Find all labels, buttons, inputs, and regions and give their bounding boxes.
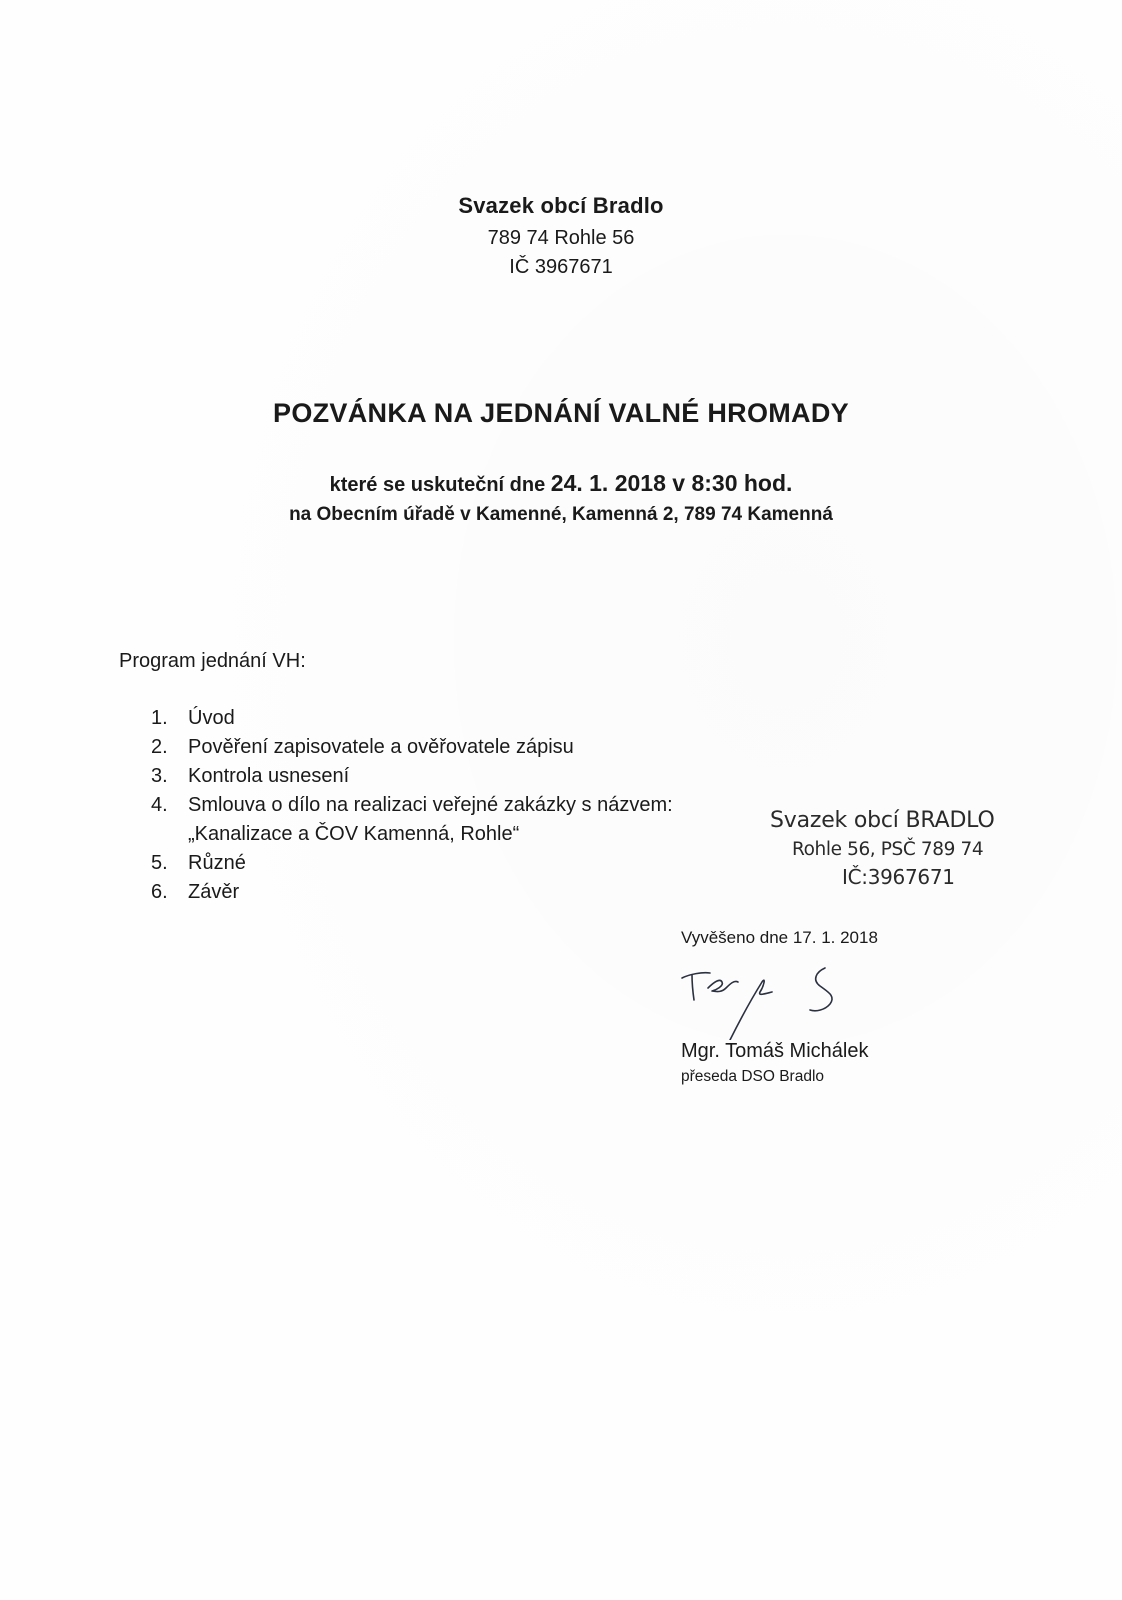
organization-stamp bbox=[770, 808, 1010, 889]
meeting-date-time: 24. 1. 2018 v 8:30 hod. bbox=[550, 470, 793, 496]
agenda-item-text: Různé bbox=[188, 852, 246, 874]
agenda-item-contract-name: „Kanalizace a ČOV Kamenná, Rohle“ bbox=[188, 823, 520, 845]
posted-date: Vyvěšeno dne 17. 1. 2018 bbox=[681, 928, 878, 947]
signer-name: Mgr. Tomáš Michálek bbox=[681, 1040, 869, 1062]
agenda-item bbox=[151, 704, 673, 733]
handwritten-signature bbox=[680, 960, 890, 1040]
organization-address: 789 74 Rohle 56 bbox=[487, 227, 635, 249]
agenda-item-number: 6. bbox=[151, 881, 168, 903]
agenda-item-text: Smlouva o dílo na realizaci veřejné zakázky s názvem: bbox=[188, 794, 673, 816]
organization-id: IČ 3967671 bbox=[509, 256, 613, 278]
agenda-item-text: Závěr bbox=[188, 881, 240, 903]
document-title: POZVÁNKA NA JEDNÁNÍ VALNÉ HROMADY bbox=[273, 398, 849, 428]
organization-name: Svazek obcí Bradlo bbox=[458, 193, 664, 218]
agenda-item-number: 5. bbox=[151, 852, 168, 874]
agenda-item-text: Pověření zapisovatele a ověřovatele zápisu bbox=[188, 736, 574, 758]
stamp-id: IČ:3967671 bbox=[842, 865, 955, 889]
agenda-item-number: 4. bbox=[151, 794, 168, 816]
meeting-intro: které se uskuteční dne bbox=[329, 474, 551, 496]
agenda-item bbox=[151, 733, 673, 762]
agenda-item-text: Kontrola usnesení bbox=[188, 765, 350, 787]
signer-role: přeseda DSO Bradlo bbox=[681, 1068, 825, 1085]
stamp-address: Rohle 56, PSČ 789 74 bbox=[792, 839, 984, 860]
agenda-item-number: 3. bbox=[151, 765, 168, 787]
agenda-item-number: 1. bbox=[151, 707, 168, 729]
agenda-item bbox=[151, 849, 673, 878]
agenda-item-text: Úvod bbox=[188, 707, 235, 729]
agenda-item bbox=[151, 878, 673, 907]
agenda-item bbox=[151, 791, 673, 820]
agenda-item-continuation bbox=[151, 820, 673, 849]
agenda-list bbox=[151, 704, 673, 907]
program-heading: Program jednání VH: bbox=[119, 650, 306, 672]
agenda-item bbox=[151, 762, 673, 791]
meeting-place: na Obecním úřadě v Kamenné, Kamenná 2, 789 74 Kamenná bbox=[289, 504, 833, 525]
stamp-org-name: Svazek obcí BRADLO bbox=[770, 808, 995, 833]
agenda-item-number: 2. bbox=[151, 736, 168, 758]
meeting-date-line bbox=[0, 470, 1122, 497]
